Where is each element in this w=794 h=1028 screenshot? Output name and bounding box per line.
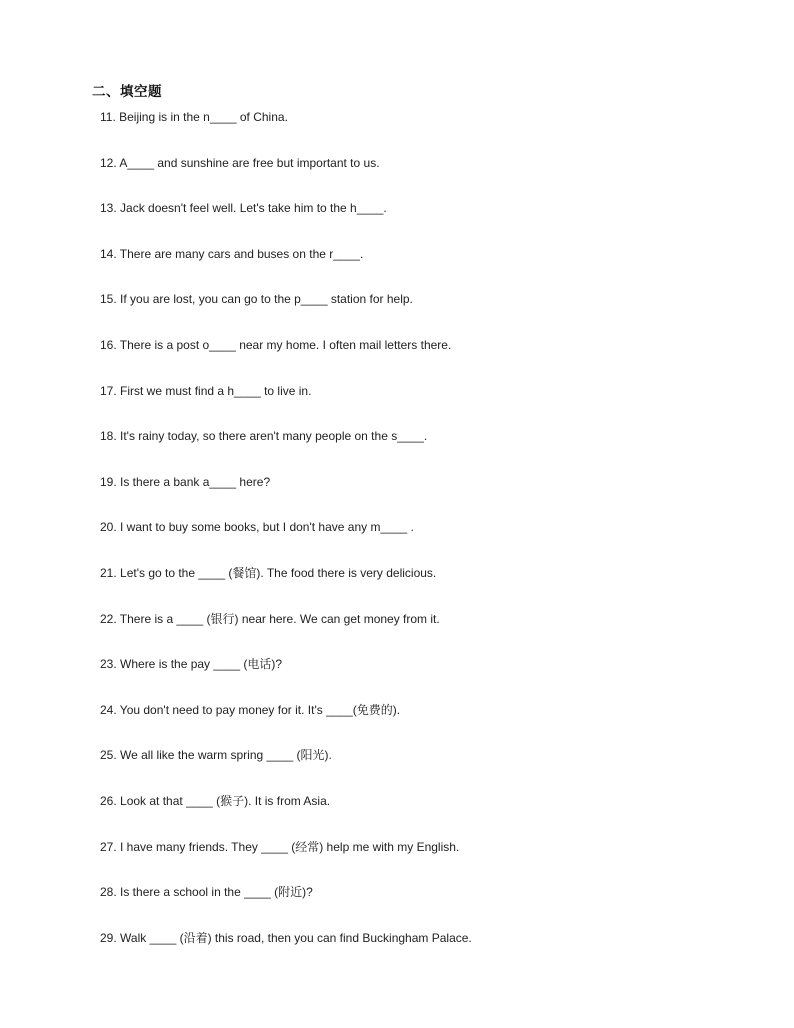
- question-28: 28. Is there a school in the ____ (附近)?: [100, 885, 313, 900]
- question-19: 19. Is there a bank a____ here?: [100, 474, 271, 489]
- question-list: [100, 108, 472, 974]
- question-17: 17. First we must find a h____ to live in.: [100, 383, 312, 398]
- question-16: 16. There is a post o____ near my home. I often mail letters there.: [100, 337, 452, 352]
- question-27: 27. I have many friends. They ____ (经常) help me with my English.: [100, 839, 460, 854]
- question-20: 20. I want to buy some books, but I don't have any m____ .: [100, 520, 414, 535]
- question-15: 15. If you are lost, you can go to the p____ station for help.: [100, 292, 413, 307]
- question-11: 11. Beijing is in the n____ of China.: [100, 110, 288, 124]
- question-24: 24. You don't need to pay money for it. It's ____(免费的).: [100, 702, 401, 717]
- question-12: 12. A____ and sunshine are free but important to us.: [100, 155, 380, 170]
- question-21: 21. Let's go to the ____ (餐馆). The food there is very delicious.: [100, 565, 437, 580]
- question-13: 13. Jack doesn't feel well. Let's take him to the h____.: [100, 201, 387, 216]
- question-18: 18. It's rainy today, so there aren't many people on the s____.: [100, 429, 428, 444]
- question-25: 25. We all like the warm spring ____ (阳光).: [100, 748, 332, 763]
- question-22: 22. There is a ____ (银行) near here. We can get money from it.: [100, 611, 440, 626]
- question-23: 23. Where is the pay ____ (电话)?: [100, 657, 283, 672]
- question-14: 14. There are many cars and buses on the r____.: [100, 246, 364, 261]
- question-26: 26. Look at that ____ (猴子). It is from Asia.: [100, 793, 331, 808]
- section-title: 二、填空题: [92, 84, 162, 99]
- question-29: 29. Walk ____ (沿着) this road, then you can find Buckingham Palace.: [100, 930, 472, 945]
